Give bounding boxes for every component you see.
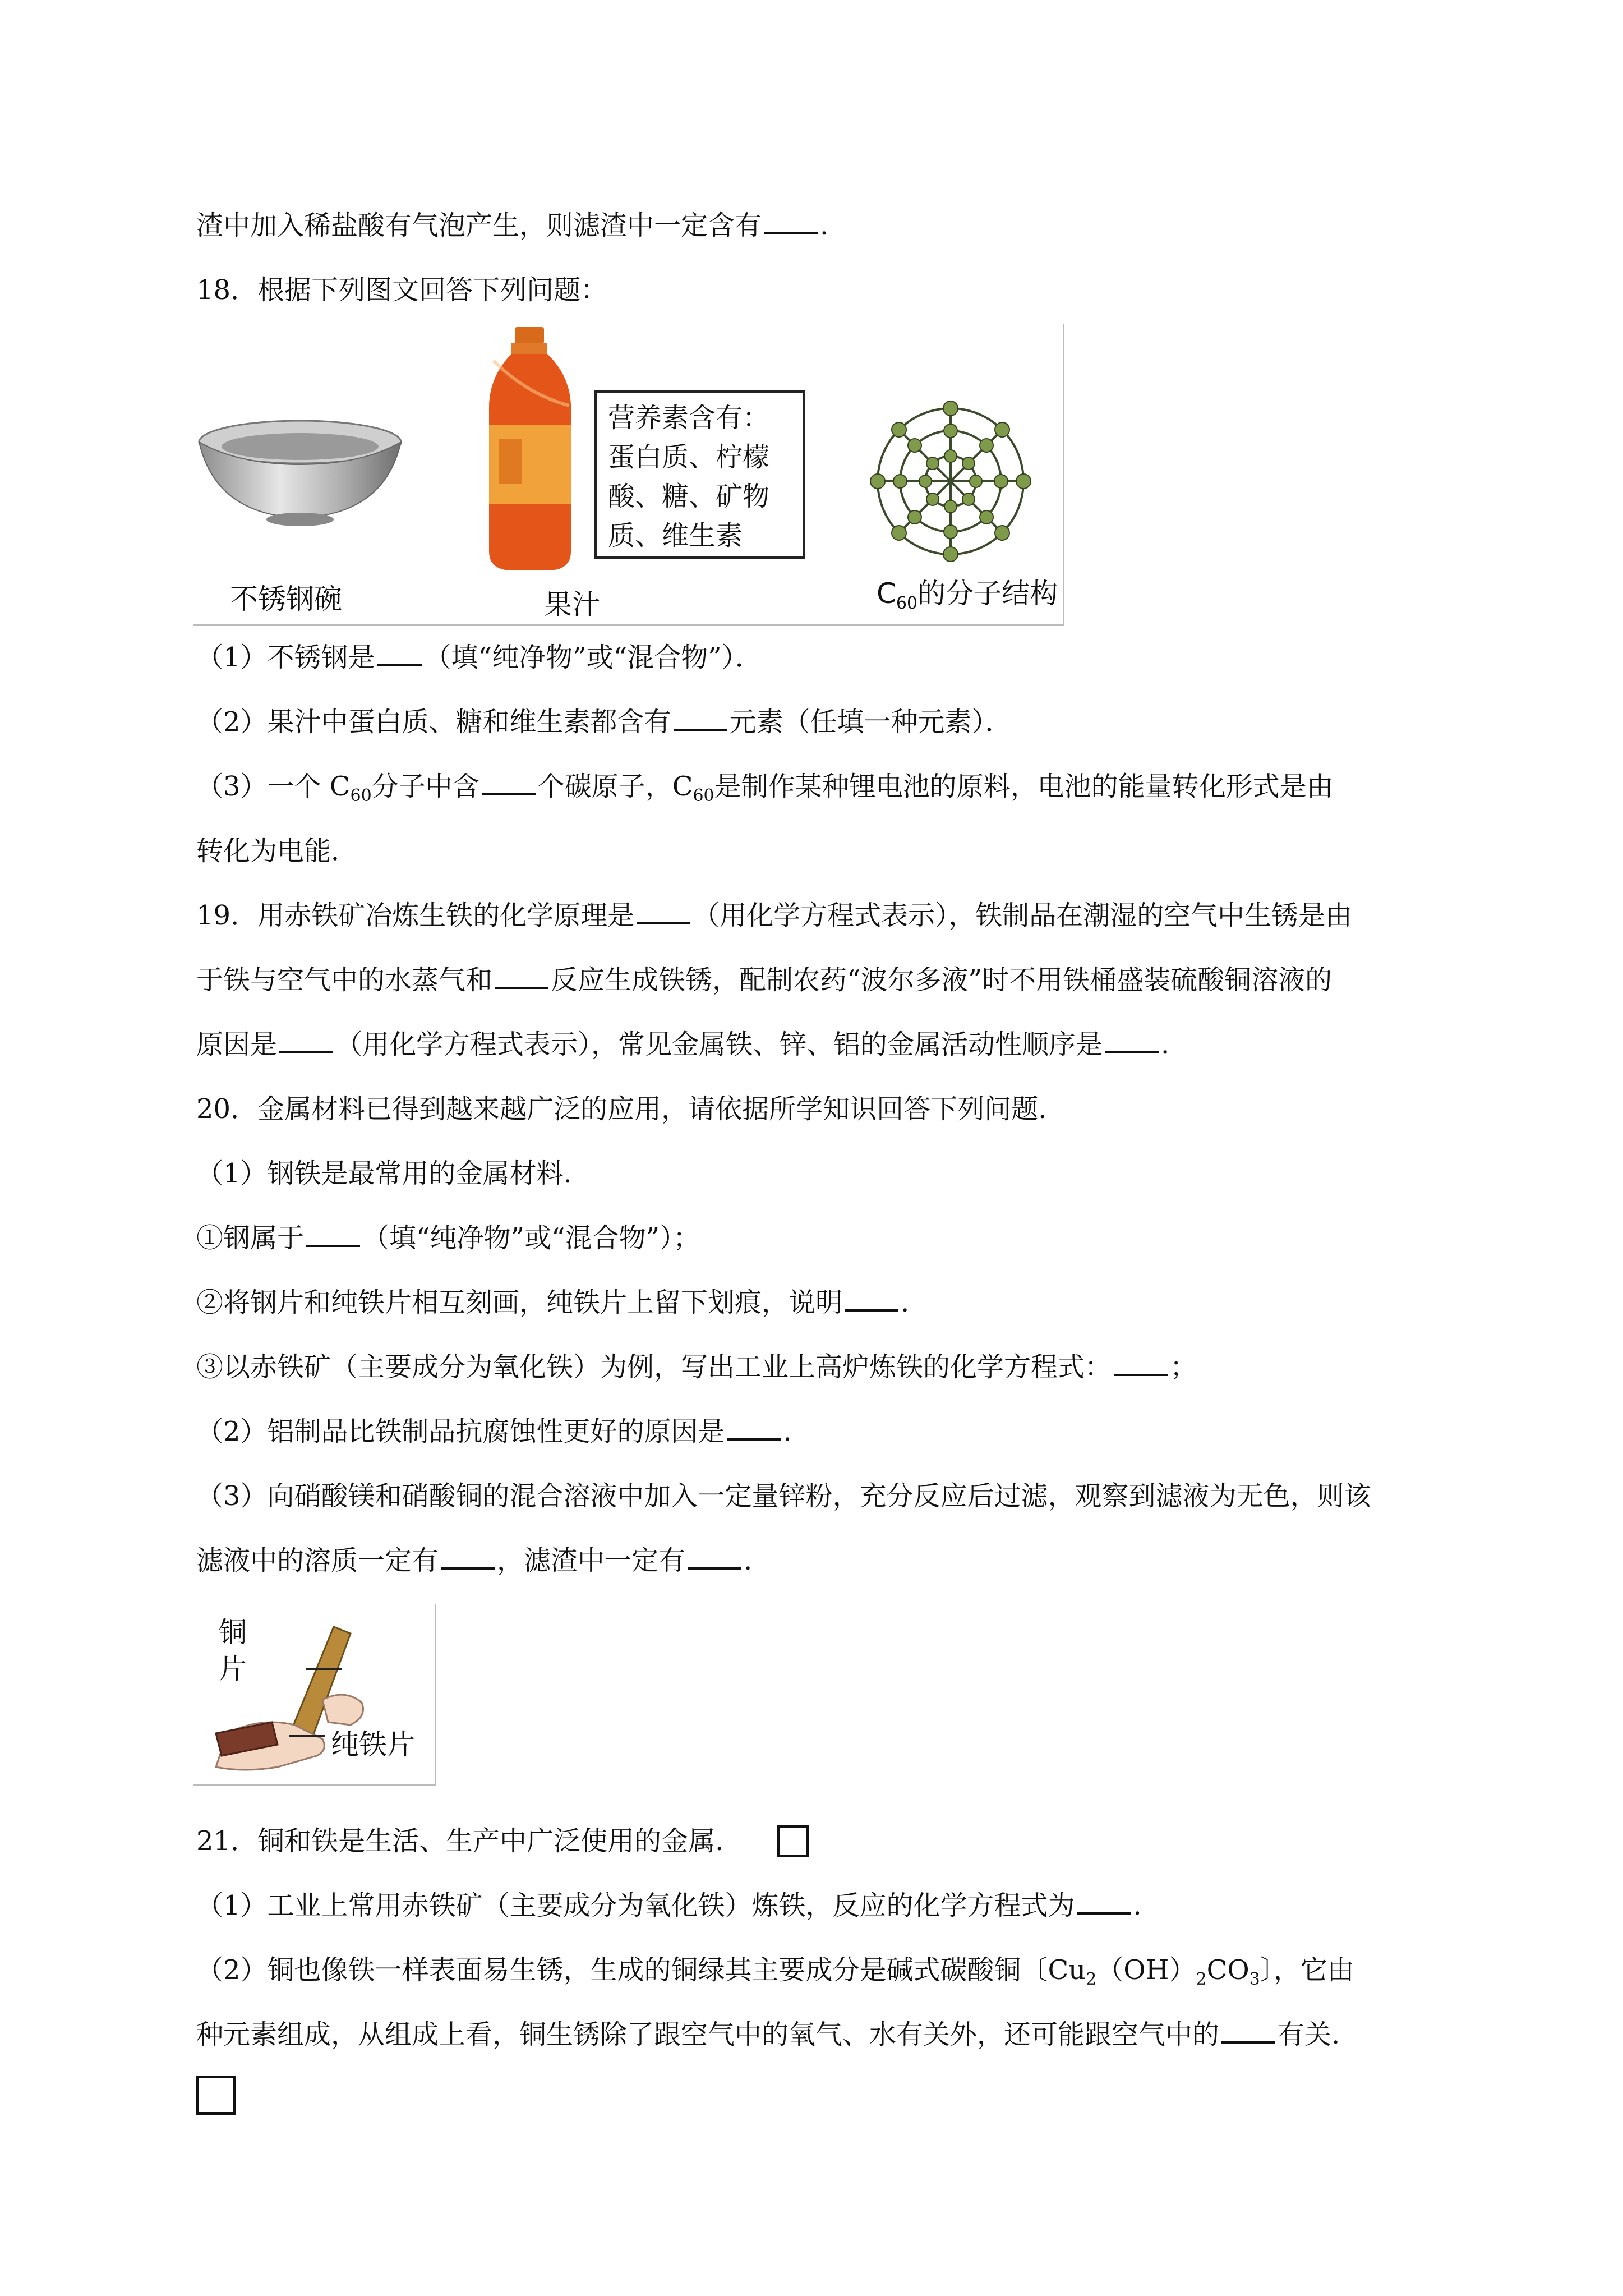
- text-segment: 渣中加入稀盐酸有气泡产生，则滤渣中一定含有: [196, 210, 762, 241]
- text-segment: ②将钢片和纯铁片相互刻画，纯铁片上留下划痕，说明: [196, 1287, 843, 1318]
- text-line: [196, 1888, 1142, 1924]
- answer-blank[interactable]: [1221, 2017, 1275, 2044]
- text-segment: .: [901, 1287, 910, 1318]
- caption-text: C: [877, 577, 896, 610]
- answer-blank[interactable]: [495, 962, 548, 989]
- answer-blank[interactable]: [1114, 1349, 1168, 1376]
- question-20-title: 20．金属材料已得到越来越广泛的应用，请依据所学知识回答下列问题.: [196, 1093, 1047, 1125]
- text-segment: .: [1133, 1890, 1142, 1921]
- text-line: （3）向硝酸镁和硝酸铜的混合溶液中加入一定量锌粉，充分反应后过滤，观察到滤液为无色，则该: [196, 1480, 1371, 1512]
- text-line: （1）钢铁是最常用的金属材料.: [196, 1158, 572, 1189]
- answer-blank[interactable]: [764, 208, 818, 234]
- answer-blank[interactable]: [845, 1285, 898, 1312]
- juice-bottle-image: [477, 327, 583, 574]
- text-segment: （用化学方程式表示），铁制品在潮湿的空气中生锈是由: [693, 900, 1353, 931]
- text-line: [196, 639, 762, 675]
- answer-blank[interactable]: [674, 704, 727, 731]
- text-line: [196, 1285, 909, 1320]
- copper-label: 铜: [219, 1616, 247, 1649]
- text-segment: ；: [1170, 1351, 1197, 1383]
- note-line: 质、维生素: [608, 520, 743, 551]
- text-segment: ③以赤铁矿（主要成分为氧化铁）为例，写出工业上高炉炼铁的化学方程式：: [196, 1351, 1112, 1383]
- answer-blank[interactable]: [1077, 1888, 1131, 1915]
- c60-caption: [877, 571, 1058, 613]
- text-line: [196, 1543, 752, 1579]
- text-segment: 是制作某种锂电池的原料，电池的能量转化形式是由: [714, 771, 1334, 802]
- answer-blank[interactable]: [306, 1220, 360, 1247]
- text-segment: （1）工业上常用赤铁矿（主要成分为氧化铁）炼铁，反应的化学方程式为: [196, 1890, 1075, 1921]
- answer-blank[interactable]: [279, 1027, 333, 1053]
- answer-blank[interactable]: [377, 639, 422, 666]
- subscript: 2: [1086, 1970, 1097, 1989]
- text-segment: 于铁与空气中的水蒸气和: [196, 964, 493, 996]
- text-segment: （用化学方程式表示），常见金属铁、锌、铝的金属活动性顺序是: [335, 1029, 1103, 1060]
- text-line: [196, 1414, 792, 1450]
- copper-label: 片: [219, 1653, 247, 1685]
- text-segment: ①钢属于: [196, 1222, 305, 1254]
- subscript: 60: [693, 786, 714, 806]
- text-segment: （3）一个 C: [196, 771, 351, 802]
- answer-blank[interactable]: [1105, 1027, 1159, 1053]
- text-segment: ，滤渣中一定有: [497, 1545, 686, 1576]
- text-segment: 种元素组成，从组成上看，铜生锈除了跟空气中的氧气、水有关外，还可能跟空气中的: [196, 2019, 1220, 2050]
- bowl-caption: 不锈钢碗: [230, 583, 342, 615]
- text-line: [196, 898, 1352, 933]
- text-segment: 原因是: [196, 1029, 278, 1060]
- text-segment: .: [783, 1416, 792, 1447]
- empty-box: [777, 1825, 809, 1857]
- text-segment: 21．铜和铁是生活、生产中广泛使用的金属.: [196, 1825, 724, 1857]
- text-segment: （1）不锈钢是: [196, 642, 375, 673]
- text-segment: 有关.: [1278, 2019, 1340, 2050]
- subscript: 2: [1196, 1970, 1207, 1989]
- text-segment: 滤液中的溶质一定有: [196, 1545, 439, 1576]
- text-line: [196, 704, 1012, 740]
- text-segment: （OH）: [1096, 1954, 1196, 1986]
- note-line: 蛋白质、柠檬: [608, 441, 770, 473]
- text-segment: 元素（任填一种元素）．: [729, 706, 1012, 738]
- text-line: [196, 1220, 700, 1256]
- text-line: [196, 769, 1334, 814]
- text-segment: 〕，它由: [1260, 1954, 1354, 1986]
- answer-blank[interactable]: [482, 769, 536, 795]
- text-line: [196, 1349, 1197, 1385]
- text-segment: （填“纯净物”或“混合物”）；: [362, 1222, 700, 1254]
- text-segment: （填“纯净物”或“混合物”）．: [424, 642, 762, 673]
- subscript: 3: [1249, 1970, 1260, 1989]
- empty-box: [196, 2076, 236, 2115]
- answer-blank[interactable]: [637, 898, 690, 924]
- text-segment: .: [744, 1545, 753, 1576]
- question-18-title: 18．根据下列图文回答下列问题：: [196, 274, 608, 306]
- iron-label: 纯铁片: [331, 1728, 415, 1761]
- text-line: [196, 1952, 1354, 1998]
- c60-molecule-image: [864, 397, 1038, 565]
- text-segment: （2）铝制品比铁制品抗腐蚀性更好的原因是: [196, 1416, 725, 1447]
- text-segment: CO: [1206, 1954, 1249, 1986]
- text-segment: （2）铜也像铁一样表面易生锈，生成的铜绿其主要成分是碱式碳酸铜〔Cu: [196, 1954, 1086, 1986]
- answer-blank[interactable]: [688, 1543, 741, 1570]
- note-line: 营养素含有：: [608, 402, 770, 434]
- text-line: [196, 1027, 1169, 1062]
- note-line: 酸、糖、矿物: [608, 481, 770, 512]
- steel-bowl-image: [193, 420, 407, 532]
- caption-subscript: 60: [896, 593, 918, 613]
- text-segment: （2）果汁中蛋白质、糖和维生素都含有: [196, 706, 671, 738]
- text-segment: 19．用赤铁矿冶炼生铁的化学原理是: [196, 900, 635, 931]
- answer-blank[interactable]: [441, 1543, 495, 1570]
- figure-q20-scratch-test: [193, 1604, 436, 1786]
- text-line: [196, 962, 1332, 998]
- question-21-title: [196, 1823, 723, 1859]
- text-line: [196, 2017, 1340, 2053]
- answer-blank[interactable]: [727, 1414, 781, 1441]
- subscript: 60: [350, 786, 372, 806]
- figure-q18: [193, 324, 1064, 626]
- text-segment: .: [1161, 1029, 1170, 1060]
- text-segment: .: [820, 210, 829, 241]
- caption-text: 的分子结构: [917, 577, 1058, 610]
- juice-caption: 果汁: [544, 588, 600, 621]
- text-segment: 个碳原子，C: [537, 771, 693, 802]
- text-segment: 分子中含: [371, 771, 479, 802]
- text-line: 转化为电能．: [196, 835, 358, 867]
- nutrition-note-box: [594, 390, 805, 559]
- text-segment: 反应生成铁锈，配制农药“波尔多液”时不用铁桶盛装硫酸铜溶液的: [551, 964, 1332, 996]
- text-line: [196, 208, 828, 243]
